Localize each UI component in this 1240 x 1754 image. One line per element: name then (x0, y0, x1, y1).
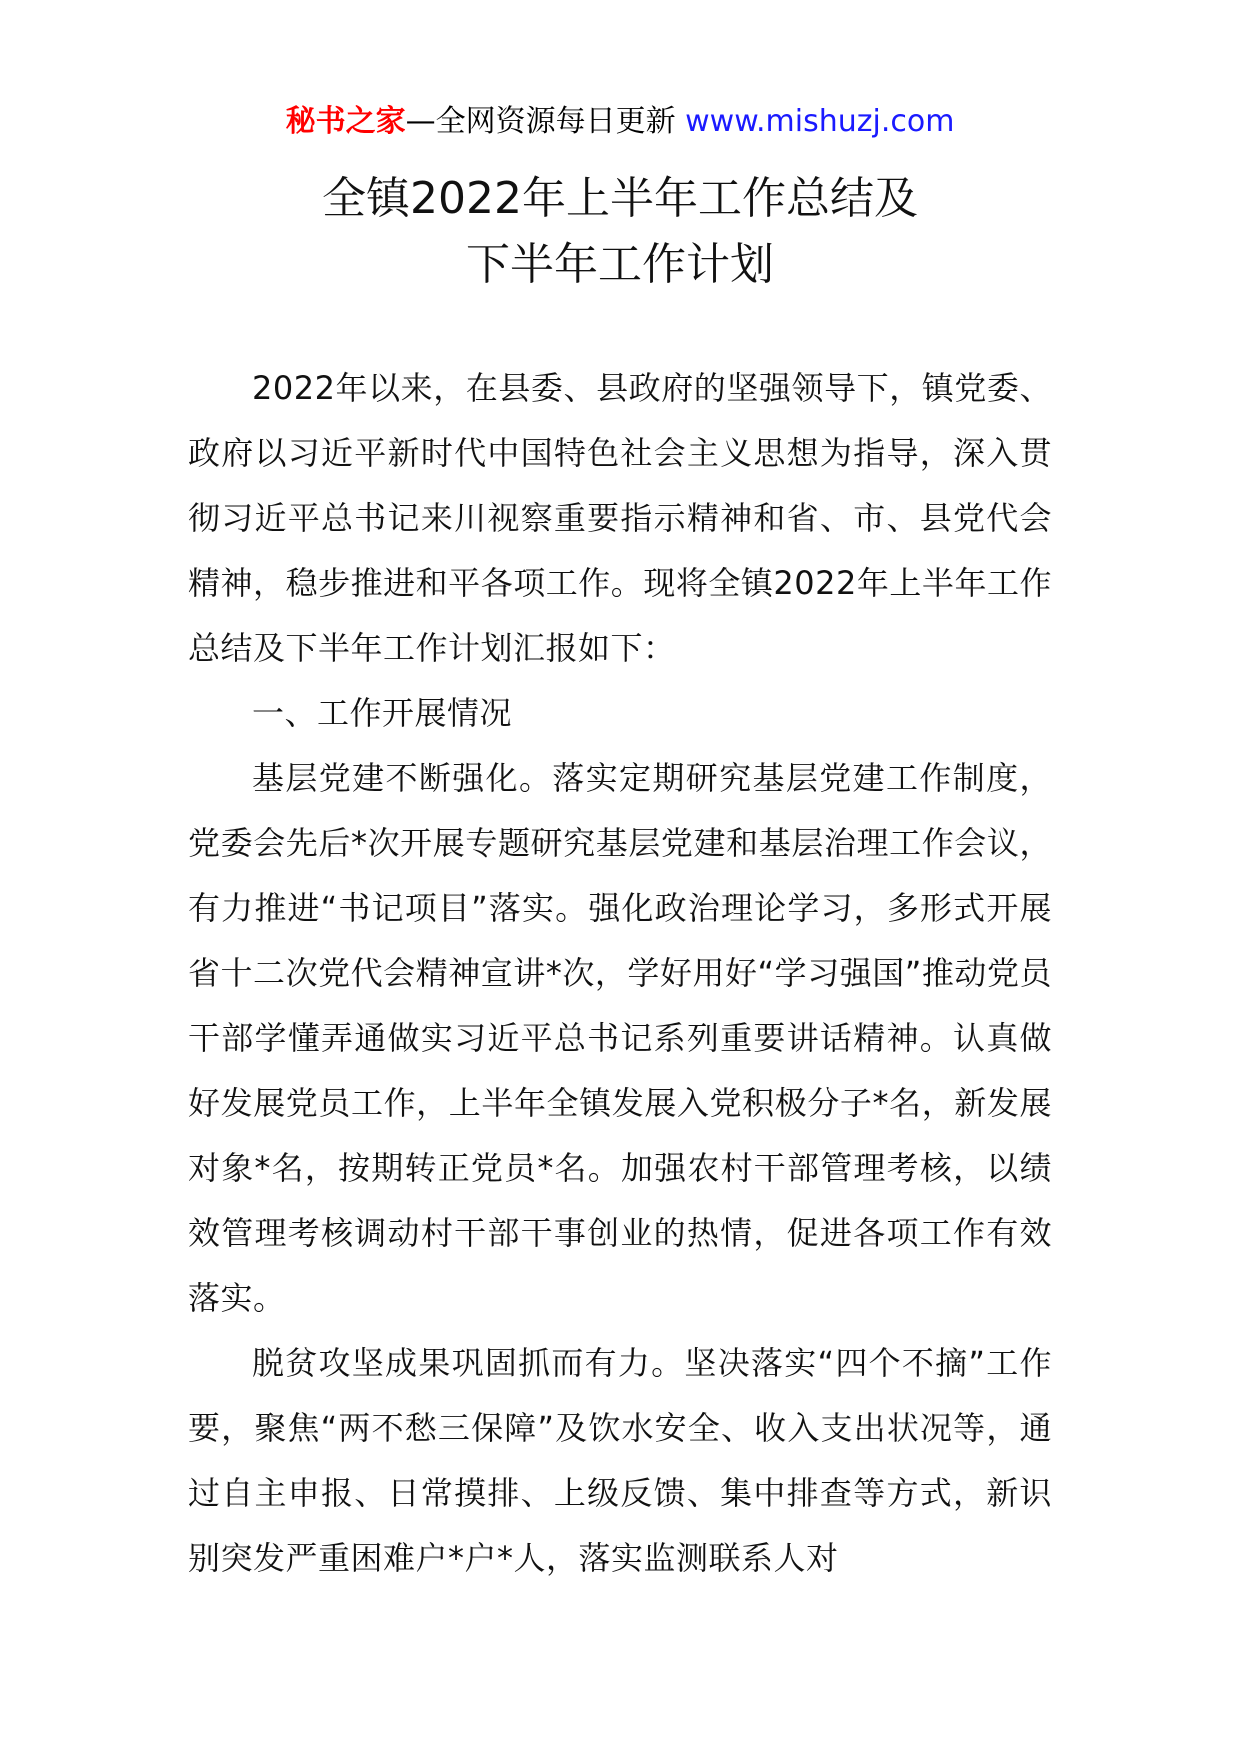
document-title (0, 166, 1240, 298)
party-building-paragraph: 基层党建不断强化。落实定期研究基层党建工作制度，党委会先后*次开展专题研究基层党建和基层治理工作会议，有力推进“书记项目”落实。强化政治理论学习，多形式开展省十二次党代会精神宣讲*次，学好用好“学习强国”推动党员干部学懂弄通做实习近平总书记系列重要讲话精神。认真做好发展党员工作，上半年全镇发展入党积极分子*名，新发展对象*名，按期转正党员*名。加强农村干部管理考核，以绩效管理考核调动村干部干事创业的热情，促进各项工作有效落实。 (188, 759, 1052, 1317)
site-header (0, 102, 1240, 142)
site-url-link[interactable]: www.mishuzj.com (685, 104, 955, 139)
title-line-2: 下半年工作计划 (466, 239, 774, 290)
poverty-alleviation-paragraph: 脱贫攻坚成果巩固抓而有力。坚决落实“四个不摘”工作要，聚焦“两不愁三保障”及饮水安全、收入支出状况等，通过自主申报、日常摸排、上级反馈、集中排查等方式，新识别突发严重困难户*户*人，落实监测联系人对 (188, 1344, 1052, 1577)
intro-paragraph: 2022年以来，在县委、县政府的坚强领导下，镇党委、政府以习近平新时代中国特色社会主义思想为指导，深入贯彻习近平总书记来川视察重要指示精神和省、市、县党代会精神，稳步推进和平各项工作。现将全镇2022年上半年工作总结及下半年工作计划汇报如下： (188, 369, 1052, 667)
brand-name: 秘书之家 (285, 104, 406, 139)
header-tagline: —全网资源每日更新 (405, 104, 676, 139)
section-heading: 一、工作开展情况 (252, 694, 513, 732)
title-line-1: 全镇2022年上半年工作总结及 (322, 173, 918, 224)
document-body (188, 356, 1052, 1591)
